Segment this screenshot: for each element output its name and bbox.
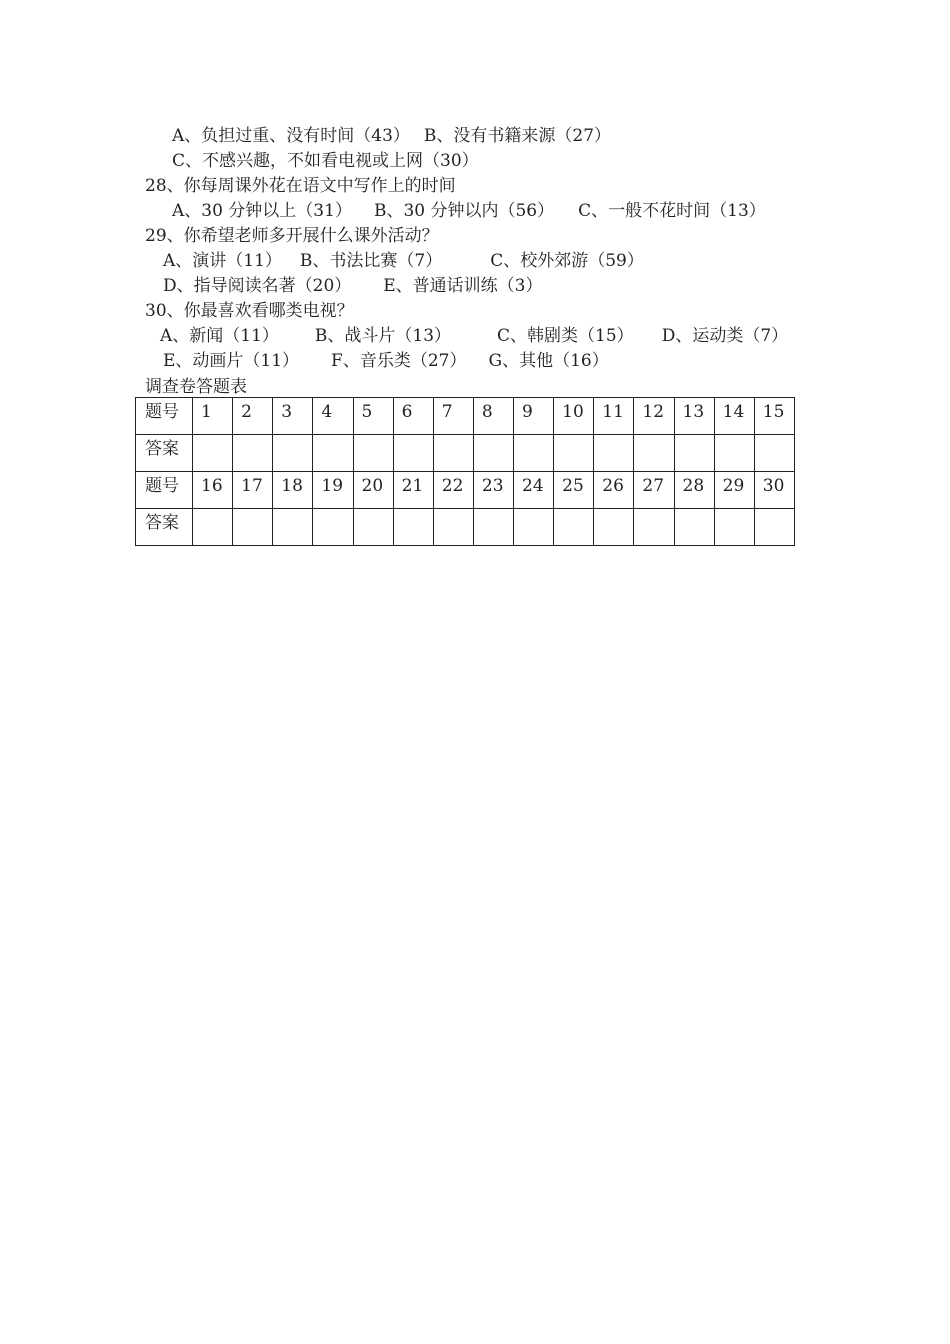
answer-sheet-table	[135, 397, 795, 546]
question-number-cell: 19	[313, 472, 353, 509]
table-row-answers-1	[136, 435, 795, 472]
question-number-cell: 12	[634, 398, 674, 435]
answer-cell[interactable]	[714, 509, 754, 546]
answer-cell[interactable]	[594, 509, 634, 546]
answer-cell[interactable]	[233, 435, 273, 472]
table-row-question-numbers-2	[136, 472, 795, 509]
answer-cell[interactable]	[634, 435, 674, 472]
q29-question: 29、你希望老师多开展什么课外活动？	[145, 226, 439, 246]
q29-options-line-1	[163, 250, 644, 272]
question-number-cell: 7	[433, 398, 473, 435]
question-number-cell: 5	[353, 398, 393, 435]
q28-options	[172, 200, 766, 222]
question-number-cell: 15	[754, 398, 794, 435]
question-number-cell: 27	[634, 472, 674, 509]
answer-cell[interactable]	[554, 509, 594, 546]
answer-label: 答案	[136, 509, 193, 546]
answer-cell[interactable]	[393, 435, 433, 472]
answer-sheet-caption: 调查卷答题表	[145, 377, 247, 397]
question-number-cell: 2	[233, 398, 273, 435]
answer-cell[interactable]	[674, 509, 714, 546]
q30-option-c: C、韩剧类（15）	[497, 326, 634, 346]
question-number-cell: 1	[193, 398, 233, 435]
question-number-cell: 11	[594, 398, 634, 435]
answer-label: 答案	[136, 435, 193, 472]
q30-options-line-2	[163, 350, 609, 372]
answer-cell[interactable]	[233, 509, 273, 546]
q28-option-a: A、30 分钟以上（31）	[172, 201, 352, 221]
q30-option-b: B、战斗片（13）	[314, 326, 452, 346]
question-number-cell: 8	[473, 398, 513, 435]
question-number-cell: 6	[393, 398, 433, 435]
q30-question: 30、你最喜欢看哪类电视？	[145, 301, 354, 321]
answer-cell[interactable]	[433, 509, 473, 546]
q29-option-c: C、校外郊游（59）	[490, 251, 644, 271]
question-number-cell: 22	[433, 472, 473, 509]
question-number-cell: 28	[674, 472, 714, 509]
answer-cell[interactable]	[353, 435, 393, 472]
answer-cell[interactable]	[674, 435, 714, 472]
answer-cell[interactable]	[473, 509, 513, 546]
answer-cell[interactable]	[393, 509, 433, 546]
q27-option-c: C、不感兴趣，不如看电视或上网（30）	[172, 151, 479, 171]
q30-option-g: G、其他（16）	[488, 351, 609, 371]
answer-cell[interactable]	[273, 509, 313, 546]
question-number-cell: 3	[273, 398, 313, 435]
answer-cell[interactable]	[273, 435, 313, 472]
table-row-answers-2	[136, 509, 795, 546]
answer-cell[interactable]	[313, 509, 353, 546]
answer-cell[interactable]	[554, 435, 594, 472]
q27-options-line-1	[172, 125, 611, 147]
question-number-cell: 10	[554, 398, 594, 435]
answer-cell[interactable]	[193, 509, 233, 546]
table-row-question-numbers-1	[136, 398, 795, 435]
q29-option-e: E、普通话训练（3）	[383, 276, 543, 296]
answer-cell[interactable]	[634, 509, 674, 546]
answer-cell[interactable]	[714, 435, 754, 472]
q29-options-line-2	[163, 275, 543, 297]
q30-option-d: D、运动类（7）	[661, 326, 789, 346]
q27-options-line-2	[172, 150, 479, 172]
q30-option-e: E、动画片（11）	[163, 351, 300, 371]
question-number-cell: 24	[514, 472, 554, 509]
question-number-cell: 30	[754, 472, 794, 509]
question-number-cell: 18	[273, 472, 313, 509]
answer-cell[interactable]	[514, 435, 554, 472]
q28-option-b: B、30 分钟以内（56）	[373, 201, 555, 221]
question-number-cell: 4	[313, 398, 353, 435]
question-number-label: 题号	[136, 398, 193, 435]
answer-cell[interactable]	[193, 435, 233, 472]
q30-option-f: F、音乐类（27）	[331, 351, 467, 371]
question-number-cell: 9	[514, 398, 554, 435]
question-number-cell: 16	[193, 472, 233, 509]
q29-option-d: D、指导阅读名著（20）	[163, 276, 352, 296]
question-number-cell: 21	[393, 472, 433, 509]
question-number-cell: 14	[714, 398, 754, 435]
question-number-cell: 23	[473, 472, 513, 509]
q27-option-a: A、负担过重、没有时间（43）	[172, 126, 410, 146]
answer-cell[interactable]	[313, 435, 353, 472]
answer-cell[interactable]	[754, 435, 794, 472]
q29-option-a: A、演讲（11）	[163, 251, 282, 271]
q27-option-b: B、没有书籍来源（27）	[423, 126, 612, 146]
answer-cell[interactable]	[473, 435, 513, 472]
question-number-cell: 20	[353, 472, 393, 509]
question-number-cell: 25	[554, 472, 594, 509]
q30-options-line-1	[160, 325, 788, 347]
q28-option-c: C、一般不花时间（13）	[578, 201, 766, 221]
question-number-label: 题号	[136, 472, 193, 509]
question-number-cell: 29	[714, 472, 754, 509]
q29-option-b: B、书法比赛（7）	[299, 251, 443, 271]
answer-cell[interactable]	[594, 435, 634, 472]
q30-option-a: A、新闻（11）	[160, 326, 279, 346]
question-number-cell: 26	[594, 472, 634, 509]
q28-question: 28、你每周课外花在语文中写作上的时间	[145, 176, 456, 196]
answer-cell[interactable]	[433, 435, 473, 472]
question-number-cell: 13	[674, 398, 714, 435]
question-number-cell: 17	[233, 472, 273, 509]
answer-cell[interactable]	[353, 509, 393, 546]
answer-cell[interactable]	[514, 509, 554, 546]
answer-cell[interactable]	[754, 509, 794, 546]
